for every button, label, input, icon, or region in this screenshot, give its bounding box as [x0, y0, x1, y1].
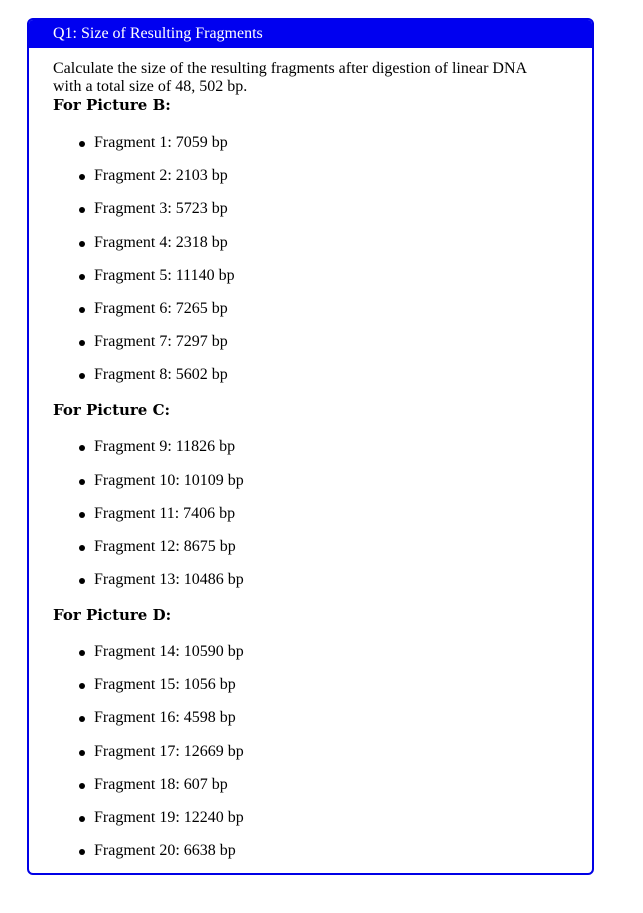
- list-item: [53, 842, 592, 860]
- list-item: [53, 300, 592, 333]
- list-item: [53, 134, 592, 167]
- bullet-icon: [79, 750, 85, 756]
- fragment-text: Fragment 5: 11140 bp: [94, 266, 235, 284]
- fragment-list-picture-b: [53, 134, 592, 384]
- fragment-text: Fragment 13: 10486 bp: [94, 571, 244, 589]
- list-item: [53, 676, 592, 709]
- bullet-icon: [79, 207, 85, 213]
- bullet-icon: [79, 274, 85, 280]
- list-item: [53, 366, 592, 384]
- bullet-icon: [79, 849, 85, 855]
- list-item: [53, 809, 592, 842]
- fragment-text: Fragment 16: 4598 bp: [94, 709, 236, 727]
- fragment-text: Fragment 9: 11826 bp: [94, 438, 236, 456]
- fragment-text: Fragment 11: 7406 bp: [94, 504, 236, 522]
- list-item: [53, 167, 592, 200]
- fragment-text: Fragment 7: 7297 bp: [94, 333, 228, 351]
- bullet-icon: [79, 340, 85, 346]
- list-item: [53, 333, 592, 366]
- fragment-list-picture-d: [53, 643, 592, 860]
- section-title-picture-c: For Picture C:: [53, 401, 171, 420]
- bullet-icon: [79, 545, 85, 551]
- question-box: [27, 18, 594, 875]
- list-item: [53, 472, 592, 505]
- intro-line-1: Calculate the size of the resulting fragments after digestion of linear DNA: [53, 60, 528, 77]
- fragment-text: Fragment 1: 7059 bp: [94, 134, 228, 151]
- bullet-icon: [79, 683, 85, 689]
- fragment-text: Fragment 2: 2103 bp: [94, 167, 228, 185]
- bullet-icon: [79, 650, 85, 656]
- list-item: [53, 234, 592, 267]
- bullet-icon: [79, 716, 85, 722]
- bullet-icon: [79, 578, 85, 584]
- fragment-text: Fragment 8: 5602 bp: [94, 366, 228, 384]
- bullet-icon: [79, 174, 85, 180]
- bullet-icon: [79, 307, 85, 313]
- intro-text: [53, 60, 592, 96]
- fragment-text: Fragment 10: 10109 bp: [94, 471, 244, 489]
- list-item: [53, 438, 592, 471]
- list-item: [53, 776, 592, 809]
- fragment-text: Fragment 18: 607 bp: [94, 775, 228, 793]
- fragment-list-picture-c: [53, 438, 592, 589]
- list-item: [53, 643, 592, 676]
- question-body: [29, 48, 592, 860]
- bullet-icon: [79, 241, 85, 247]
- fragment-text: Fragment 3: 5723 bp: [94, 200, 228, 218]
- list-item: [53, 267, 592, 300]
- bullet-icon: [79, 512, 85, 518]
- list-item: [53, 709, 592, 742]
- fragment-text: Fragment 4: 2318 bp: [94, 233, 228, 251]
- question-title: Q1: Size of Resulting Fragments: [29, 20, 592, 48]
- bullet-icon: [79, 479, 85, 485]
- fragment-text: Fragment 20: 6638 bp: [94, 842, 236, 860]
- fragment-text: Fragment 17: 12669 bp: [94, 742, 244, 760]
- bullet-icon: [79, 783, 85, 789]
- fragment-text: Fragment 15: 1056 bp: [94, 676, 236, 694]
- list-item: [53, 200, 592, 233]
- bullet-icon: [79, 445, 85, 451]
- bullet-icon: [79, 373, 85, 379]
- bullet-icon: [79, 816, 85, 822]
- list-item: [53, 743, 592, 776]
- section-title-picture-d: For Picture D:: [53, 606, 172, 625]
- list-item: [53, 538, 592, 571]
- list-item: [53, 505, 592, 538]
- fragment-text: Fragment 14: 10590 bp: [94, 643, 244, 661]
- bullet-icon: [79, 141, 85, 147]
- fragment-text: Fragment 19: 12240 bp: [94, 809, 244, 826]
- fragment-text: Fragment 6: 7265 bp: [94, 299, 228, 317]
- fragment-text: Fragment 12: 8675 bp: [94, 537, 236, 555]
- intro-line-2: with a total size of 48, 502 bp.: [53, 78, 248, 95]
- list-item: [53, 571, 592, 589]
- section-title-picture-b: For Picture B:: [53, 96, 171, 114]
